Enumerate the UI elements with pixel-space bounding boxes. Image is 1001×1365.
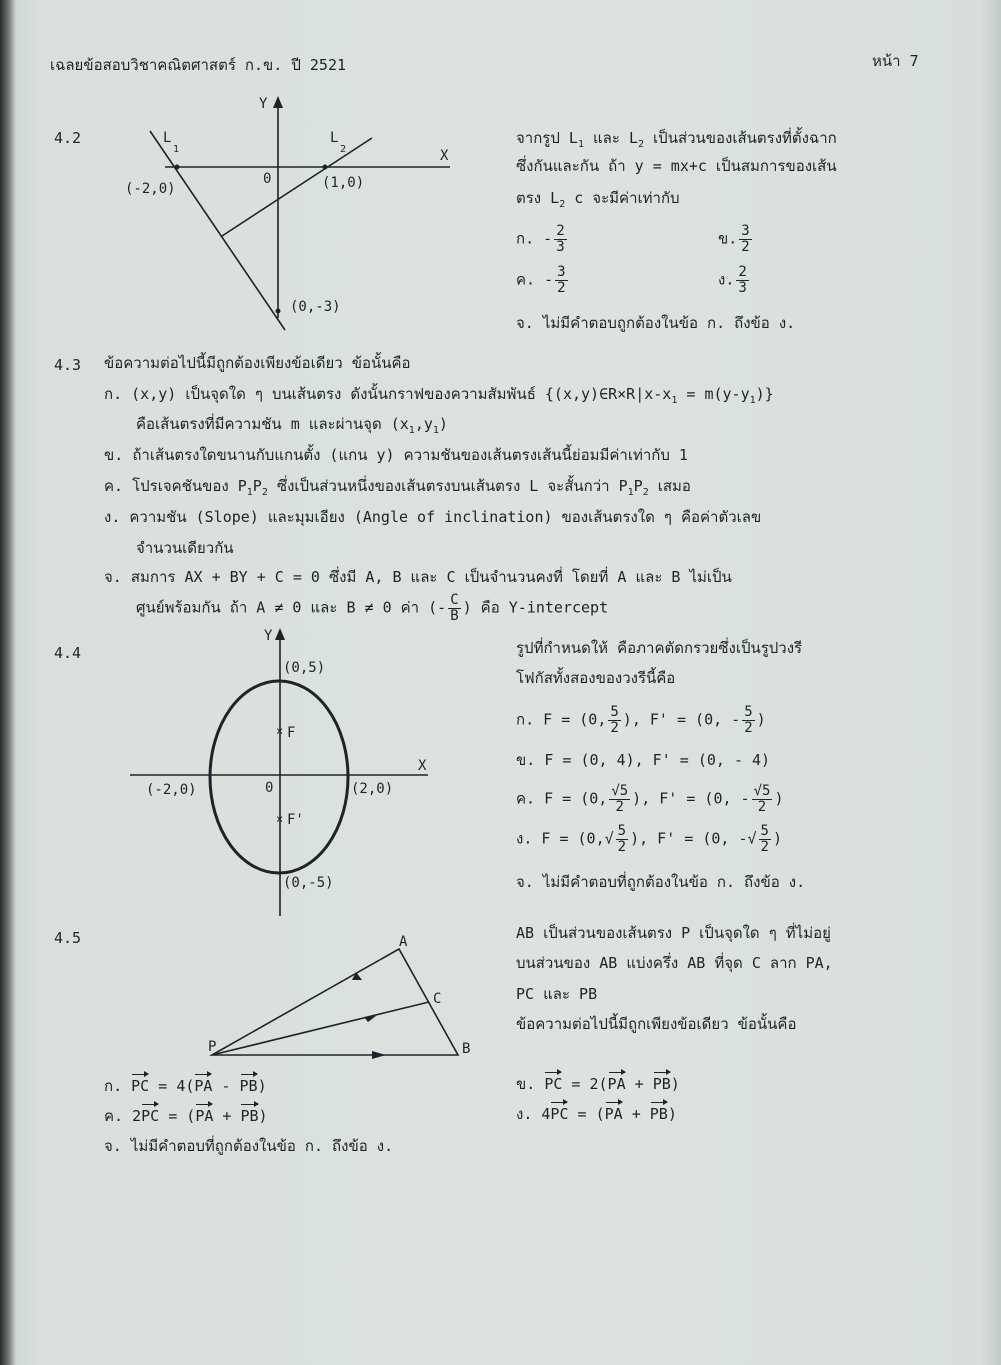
q45-choice-e: จ. ไม่มีคำตอบที่ถูกต้องในข้อ ก. ถึงข้อ ง. — [104, 1137, 394, 1155]
q42-choice-b: ข. $\frac{3}{2}$ — [718, 223, 750, 255]
q44-choice-c: ค. F = (0, $\frac{√5}{2}$ ), F' = (0, - $\frac{√5}{2}$ ) — [516, 783, 784, 815]
q45-label-b: B — [462, 1041, 471, 1057]
q42-point-a: (-2,0) — [125, 181, 176, 197]
q44-text-2: โฟกัสทั้งสองของวงรีนี้คือ — [516, 669, 676, 687]
q44-focus-f: F — [287, 725, 296, 741]
q42-l1-label: L — [163, 130, 172, 146]
q43-choice-d: ง. ความชัน (Slope) และมุมเอียง (Angle of inclination) ของเส้นตรงใด ๆ คือค่าตัวเลข — [104, 508, 762, 526]
q43-choice-e-cont: ศูนย์พร้อมกัน ถ้า A ≠ 0 และ B ≠ 0 ค่า (- $\frac{C}{B}$ ) คือ Y-intercept — [136, 592, 609, 624]
q44-right-label: (2,0) — [351, 781, 394, 797]
q42-y-label: Y — [259, 96, 268, 112]
svg-text:2: 2 — [340, 144, 347, 155]
q44-choice-e: จ. ไม่มีคำตอบที่ถูกต้องในข้อ ก. ถึงข้อ ง. — [516, 873, 806, 891]
q45-text-1: AB เป็นส่วนของเส้นตรง P เป็นจุดใด ๆ ที่ไม่อยู่ — [516, 924, 831, 942]
q45-number: 4.5 — [54, 929, 82, 947]
page-number: หน้า 7 — [872, 52, 919, 70]
q42-choice-c: ค. - $\frac{3}{2}$ — [516, 264, 566, 296]
q45-segment-pc — [212, 1002, 429, 1055]
q44-origin: 0 — [265, 780, 274, 796]
q44-y-label: Y — [264, 628, 273, 644]
q44-text-1: รูปที่กำหนดให้ คือภาคตัดกรวยซึ่งเป็นรูปวงรี — [516, 639, 803, 657]
q44-choice-a: ก. F = (0, $\frac{5}{2}$ ), F' = (0, - $\frac{5}{2}$ ) — [516, 704, 766, 736]
q44-bottom-label: (0,-5) — [283, 875, 334, 891]
q42-text-1: จากรูป $L_1$ และ $L_2$ เป็นส่วนของเส้นตรงที่ตั้งฉาก — [516, 129, 837, 150]
q42-number: 4.2 — [54, 129, 82, 147]
q45-triangle — [212, 949, 458, 1055]
q45-choice-d: ง. 4PC = (PA + PB) — [516, 1105, 677, 1123]
q44-focus-f2: F' — [287, 812, 304, 828]
q42-choice-e: จ. ไม่มีคำตอบถูกต้องในข้อ ก. ถึงข้อ ง. — [516, 314, 796, 332]
q43-choice-d-cont: จำนวนเดียวกัน — [136, 539, 234, 557]
q43-choice-e: จ. สมการ AX + BY + C = 0 ซึ่งมี A, B และ C เป็นจำนวนคงที่ โดยที่ A และ B ไม่เป็น — [104, 568, 732, 586]
q44-choice-d: ง. F = (0,√ $\frac{5}{2}$ ), F' = (0, -√ $\frac{5}{2}$ ) — [516, 823, 782, 855]
q45-label-p: P — [208, 1039, 217, 1055]
q43-choice-a: ก. (x,y) เป็นจุดใด ๆ บนเส้นตรง ดังนั้นกราฟของความสัมพันธ์ $\{(x,y)\in R\times R|x-x_1 = m(y-y_1)\}$ — [104, 385, 774, 406]
q45-choice-a: ก. PC = 4(PA - PB) — [104, 1077, 267, 1095]
svg-text:×: × — [276, 812, 284, 826]
q44-left-label: (-2,0) — [146, 782, 197, 798]
q45-label-a: A — [399, 934, 408, 950]
q45-choice-c: ค. 2PC = (PA + PB) — [104, 1107, 268, 1125]
q43-choice-a-cont: คือเส้นตรงที่มีความชัน m และผ่านจุด $(x_1,y_1)$ — [136, 415, 448, 436]
q43-stem: ข้อความต่อไปนี้มีถูกต้องเพียงข้อเดียว ข้อนั้นคือ — [104, 354, 411, 372]
q44-number: 4.4 — [54, 644, 82, 662]
q45-label-c: C — [433, 991, 442, 1007]
q44-choice-b: ข. F = (0, 4), F' = (0, - 4) — [516, 751, 771, 769]
q45-text-2: บนส่วนของ AB แบ่งครึ่ง AB ที่จุด C ลาก PA, — [516, 954, 833, 972]
q42-point-b: (1,0) — [322, 175, 365, 191]
q42-origin: 0 — [263, 171, 272, 187]
q43-choice-b: ข. ถ้าเส้นตรงใดขนานกับแกนตั้ง (แกน y) ความชันของเส้นตรงเส้นนี้ย่อมมีค่าเท่ากับ 1 — [104, 446, 688, 464]
header-title: เฉลยข้อสอบวิชาคณิตศาสตร์ ก.ข. ปี 2521 — [50, 56, 347, 74]
svg-text:1: 1 — [173, 144, 180, 155]
q44-x-label: X — [418, 758, 427, 774]
q42-text-3: ตรง $L_2$ c จะมีค่าเท่ากับ — [516, 189, 680, 210]
q42-choice-a: ก. - $\frac{2}{3}$ — [516, 223, 565, 255]
q42-choice-d: ง. $\frac{2}{3}$ — [718, 264, 747, 296]
q45-text-3: PC และ PB — [516, 985, 598, 1003]
q42-point-c: (0,-3) — [290, 299, 341, 315]
q45-text-4: ข้อความต่อไปนี้มีถูกเพียงข้อเดียว ข้อนั้นคือ — [516, 1015, 797, 1033]
q44-top-label: (0,5) — [283, 660, 326, 676]
svg-text:×: × — [276, 724, 284, 738]
q42-x-label: X — [440, 148, 449, 164]
q42-text-2: ซึ่งกันและกัน ถ้า y = mx+c เป็นสมการของเส้น — [516, 157, 837, 175]
q45-choice-b: ข. PC = 2(PA + PB) — [516, 1075, 680, 1093]
q43-number: 4.3 — [54, 356, 82, 374]
q42-l2-label: L — [330, 130, 339, 146]
q43-choice-c: ค. โปรเจคชันของ $P_1P_2$ ซึ่งเป็นส่วนหนึ่งของเส้นตรงบนเส้นตรง L จะสั้นกว่า $P_1P_2$ เสมอ — [104, 477, 691, 498]
